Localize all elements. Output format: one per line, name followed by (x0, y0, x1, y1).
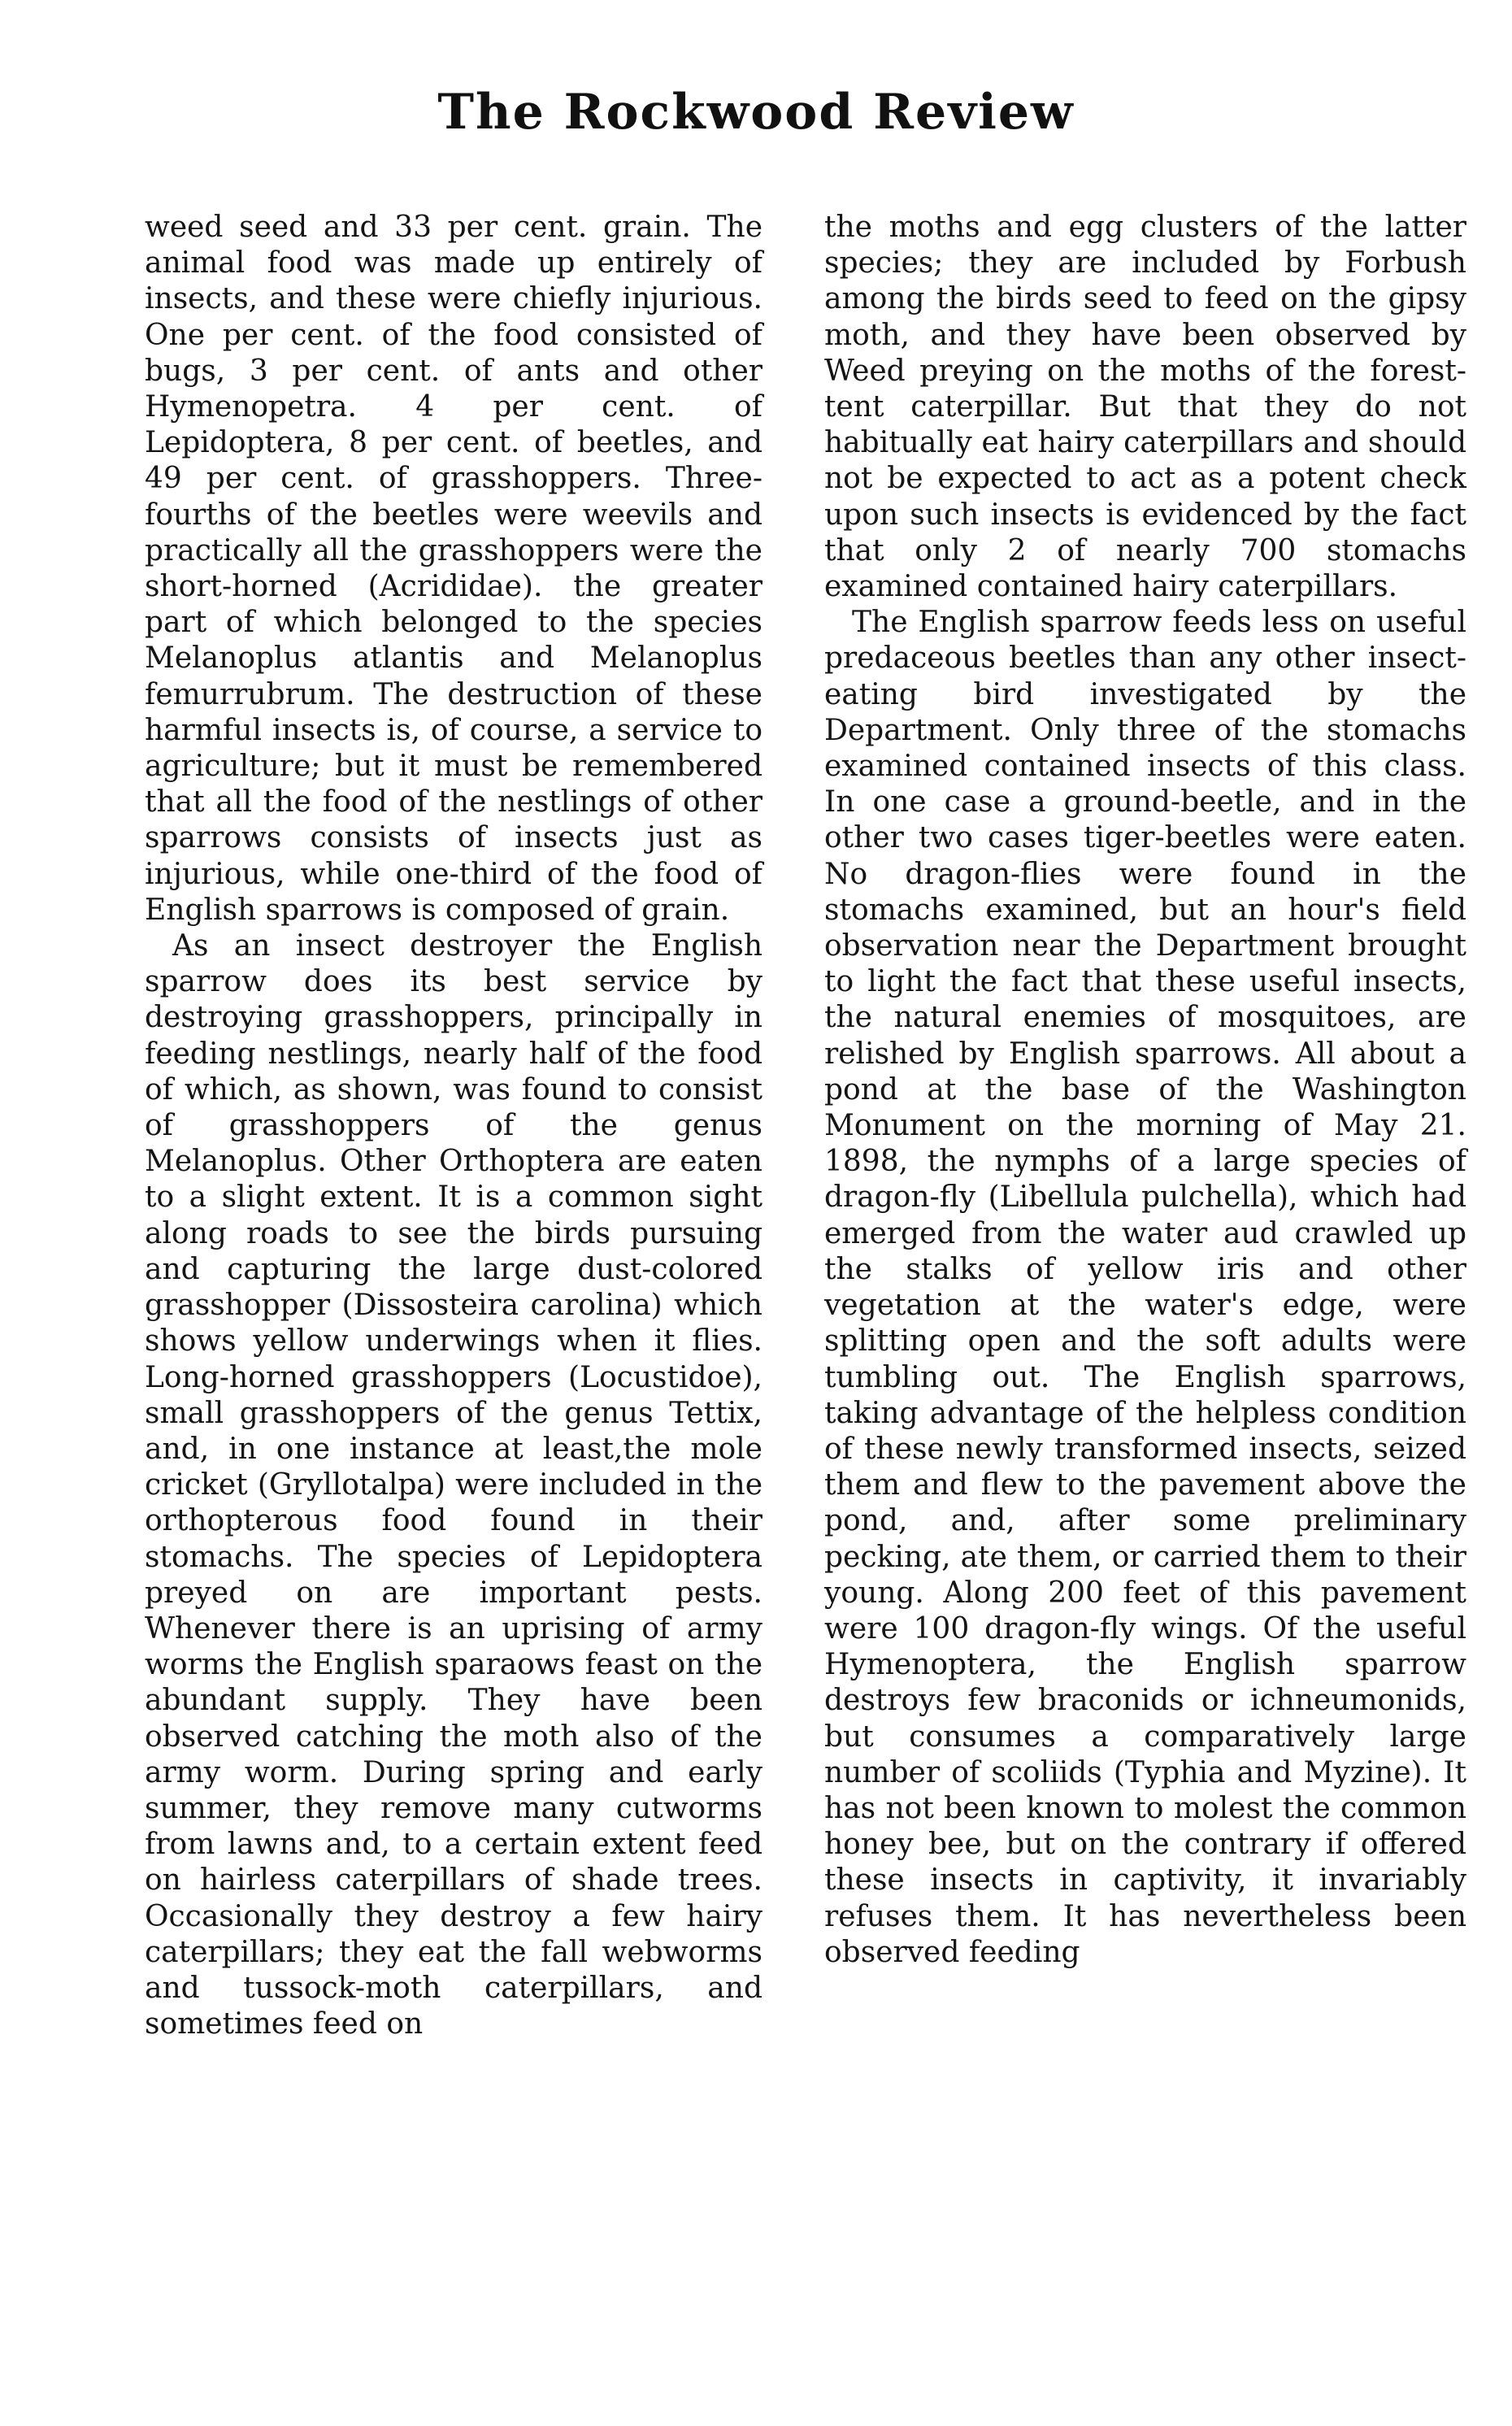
page-title: The Rockwood Review (437, 84, 1075, 141)
paragraph: As an insect destroyer the English sparrow does its best service by destroying grasshoppers, principally in feeding nestlings, nearly half of the food of which, as shown, was found to consist of grasshoppers of the genus Melanoplus. Other Orthoptera are eaten to a slight extent. It is a common sight along roads to see the birds pursuing and capturing the large dust-colored grasshopper (Dissosteira carolina) which shows yellow underwings when it flies. Long-horned grasshoppers (Locustidoe), small grasshoppers of the genus Tettix, and, in one instance at least,the mole cricket (Gryllotalpa) were included in the orthopterous food found in their stomachs. The species of Lepidoptera preyed on are important pests. Whenever there is an uprising of army worms the English sparaows feast on the abundant supply. They have been observed catching the moth also of the army worm. During spring and early summer, they remove many cutworms from lawns and, to a certain extent feed on hairless caterpillars of shade trees. Occasionally they destroy a few hairy caterpillars; they eat the fall webworms and tussock-moth caterpillars, and sometimes feed on (145, 929, 763, 2041)
left-column (145, 210, 763, 2042)
paragraph: The English sparrow feeds less on useful predaceous beetles than any other insect-eating bird investigated by the Department. Only three of the stomachs examined contained insects of this class. In one case a ground-beetle, and in the other two cases tiger-beetles were eaten. No dragon-flies were found in the stomachs examined, but an hour's field observation near the Department brought to light the fact that these useful insects, the natural enemies of mosquitoes, are relished by English sparrows. All about a pond at the base of the Washington Monument on the morning of May 21. 1898, the nymphs of a large species of dragon-fly (Libellula pulchella), which had emerged from the water aud crawled up the stalks of yellow iris and other vegetation at the water's edge, were splitting open and the soft adults were tumbling out. The English sparrows, taking advantage of the helpless condition of these newly transformed insects, seized them and flew to the pavement above the pond, and, after some preliminary pecking, ate them, or carried them to their young. Along 200 feet of this pavement were 100 dragon-fly wings. Of the useful Hymenoptera, the English sparrow destroys few braconids or ichneumonids, but consumes a comparatively large number of scoliids (Typhia and Myzine). It has not been known to molest the common honey bee, but on the contrary if offered these insects in captivity, it invariably refuses them. It has nevertheless been observed feeding (824, 606, 1466, 1969)
paragraph: the moths and egg clusters of the latter species; they are included by Forbush among the birds seed to feed on the gipsy moth, and they have been observed by Weed preying on the moths of the forest-tent caterpillar. But that they do not habitually eat hairy caterpillars and should not be expected to act as a potent check upon such insects is evidenced by the fact that only 2 of nearly 700 stomachs examined contained hairy caterpillars. (824, 211, 1466, 604)
right-column (824, 210, 1466, 1971)
paragraph: weed seed and 33 per cent. grain. The animal food was made up entirely of insects, and these were chiefly injurious. One per cent. of the food consisted of bugs, 3 per cent. of ants and other Hymenopetra. 4 per cent. of Lepidoptera, 8 per cent. of beetles, and 49 per cent. of grasshoppers. Three-fourths of the beetles were weevils and practically all the grasshoppers were the short-horned (Acrididae). the greater part of which belonged to the species Melanoplus atlantis and Melanoplus femurrubrum. The destruction of these harmful insects is, of course, a service to agriculture; but it must be remembered that all the food of the nestlings of other sparrows consists of insects just as injurious, while one-third of the food of English sparrows is composed of grain. (145, 211, 763, 927)
